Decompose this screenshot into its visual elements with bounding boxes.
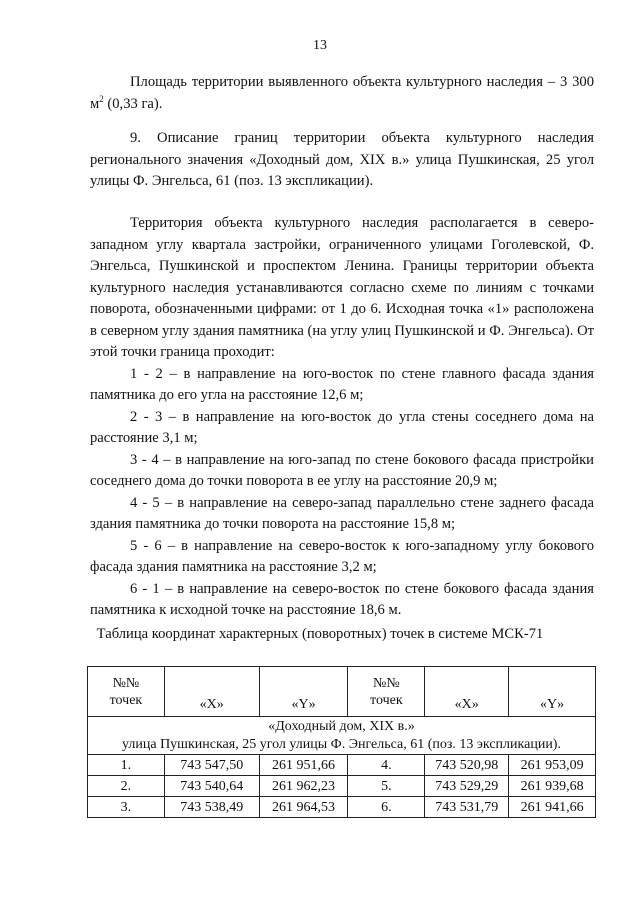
description-paragraph: Территория объекта культурного наследия располагается в северо-западном углу квартала застройки, ограниченного улицами Гоголевской, Ф. Энгельса, Пушкинской и проспектом Ленина. Границы территории объекта культурного наследия устанавливаются согласно схеме по линиям с точками поворота, обозначенными цифрами: от 1 до 6. Исходная точка «1» расположена в северном углу здания памятника (на углу улиц Пушкинской и Ф. Энгельса). От этой точки граница проходит: (90, 215, 594, 360)
y-value: 261 941,66 (509, 797, 596, 818)
segment-4-5: 4 - 5 – в направление на северо-запад параллельно стене заднего фасада здания памятника до точки поворота на расстояние 15,8 м; (90, 494, 594, 532)
header-y: «Y» (259, 667, 348, 717)
table-row (88, 755, 596, 776)
boundary-description (90, 213, 594, 622)
area-tail: (0,33 га). (103, 95, 163, 112)
section-9-heading: 9. Описание границ территории объекта культурного наследия регионального значения «Доходный дом, XIX в.» улица Пушкинская, 25 угол улицы Ф. Энгельса, 61 (поз. 13 экспликации). (90, 130, 594, 189)
segment-2-3: 2 - 3 – в направление на юго-восток до угла стены соседнего дома на расстояние 3,1 м; (90, 408, 594, 446)
table-header-row (88, 667, 596, 717)
header-y: «Y» (509, 667, 596, 717)
table-object-row (88, 717, 596, 755)
table-row (88, 797, 596, 818)
table-row (88, 776, 596, 797)
segment-3-4: 3 - 4 – в направление на юго-запад по стене бокового фасада пристройки соседнего дома до точки поворота в ее углу на расстояние 20,9 м; (90, 451, 594, 489)
header-x: «X» (164, 667, 259, 717)
x-value: 743 520,98 (425, 755, 509, 776)
x-value: 743 538,49 (164, 797, 259, 818)
y-value: 261 953,09 (509, 755, 596, 776)
segment-6-1: 6 - 1 – в направление на северо-восток по стене бокового фасада здания памятника к исходной точке на расстояние 18,6 м. (90, 580, 594, 618)
area-text: Площадь территории выявленного объекта культурного наследия – 3 300 м (90, 74, 594, 112)
y-value: 261 964,53 (259, 797, 348, 818)
object-name-line-1: «Доходный дом, XIX в.» (268, 718, 415, 734)
y-value: 261 962,23 (259, 776, 348, 797)
area-unit-superscript: 2 (99, 93, 104, 104)
point-number: 6. (348, 797, 425, 818)
header-x: «X» (425, 667, 509, 717)
point-number: 3. (88, 797, 165, 818)
object-name-line-2: улица Пушкинская, 25 угол улицы Ф. Энгельса, 61 (поз. 13 экспликации). (122, 736, 561, 752)
segment-5-6: 5 - 6 – в направление на северо-восток к юго-западному углу бокового фасада здания памятника на расстояние 3,2 м; (90, 537, 594, 575)
page-number: 13 (313, 38, 327, 53)
header-point-number: №№ точек (88, 667, 165, 717)
x-value: 743 529,29 (425, 776, 509, 797)
area-paragraph (90, 72, 594, 115)
x-value: 743 531,79 (425, 797, 509, 818)
point-number: 2. (88, 776, 165, 797)
y-value: 261 939,68 (509, 776, 596, 797)
x-value: 743 540,64 (164, 776, 259, 797)
object-name-cell (88, 717, 596, 755)
y-value: 261 951,66 (259, 755, 348, 776)
point-number: 1. (88, 755, 165, 776)
header-point-number: №№ точек (348, 667, 425, 717)
segment-1-2: 1 - 2 – в направление на юго-восток по стене главного фасада здания памятника до его угла на расстояние 12,6 м; (90, 365, 594, 403)
x-value: 743 547,50 (164, 755, 259, 776)
point-number: 5. (348, 776, 425, 797)
coordinates-table (87, 666, 596, 818)
table-title: Таблица координат характерных (поворотных) точек в системе МСК-71 (96, 626, 544, 642)
point-number: 4. (348, 755, 425, 776)
